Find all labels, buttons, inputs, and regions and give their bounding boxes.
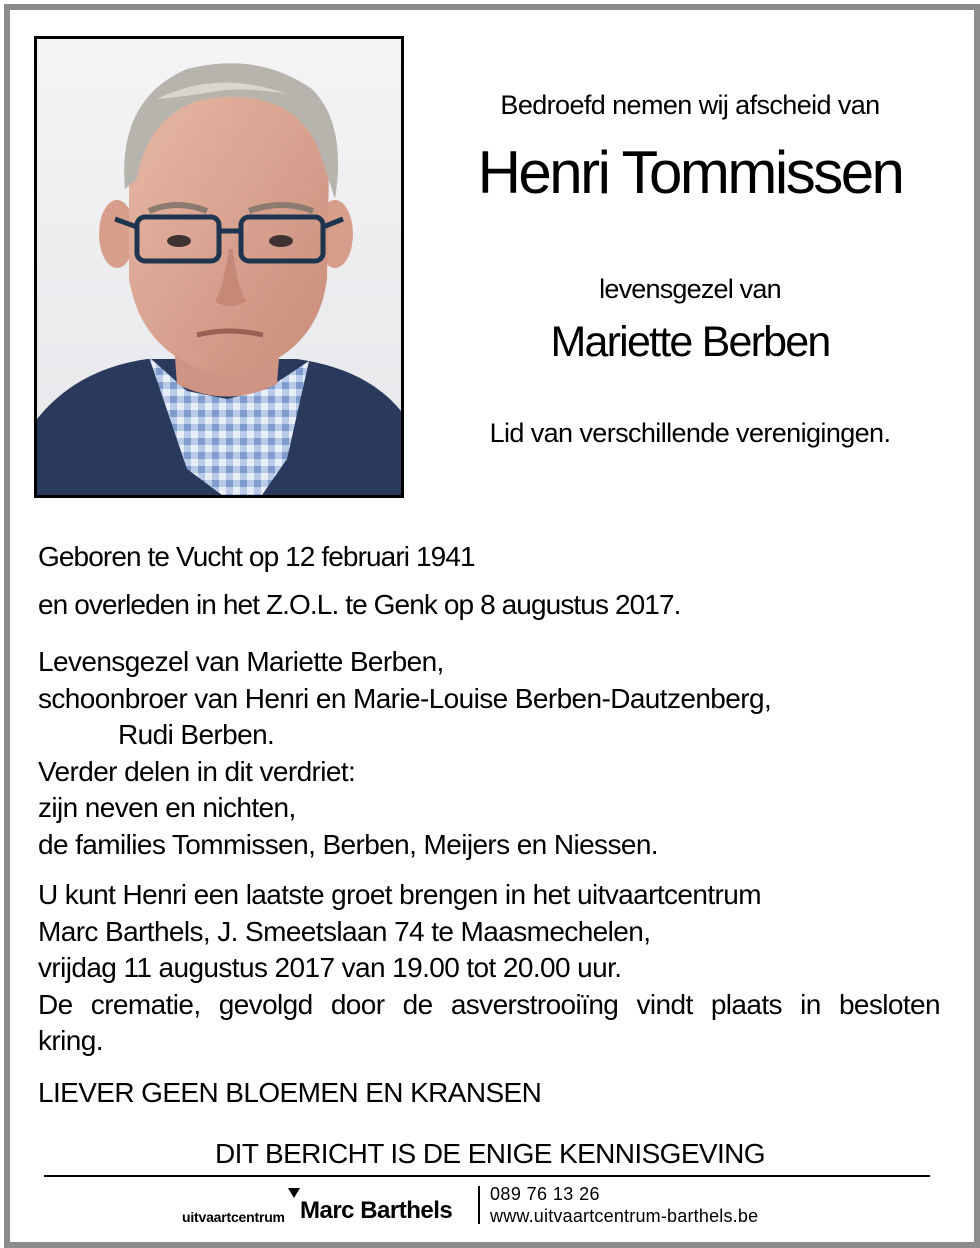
official-notice: DIT BERICHT IS DE ENIGE KENNISGEVING xyxy=(215,1138,765,1169)
family-line: Verder delen in dit verdriet: xyxy=(38,755,356,787)
partner-name: Mariette Berben xyxy=(550,318,830,366)
birth-line: Geboren te Vucht op 12 februari 1941 xyxy=(38,541,475,572)
family-line: zijn neven en nichten, xyxy=(38,792,296,823)
footer-phone: 089 76 13 26 xyxy=(490,1184,600,1204)
portrait-illustration xyxy=(37,39,401,495)
logo-small-text: uitvaartcentrum xyxy=(182,1209,285,1225)
intro-text: Bedroefd nemen wij afscheid van xyxy=(500,90,880,120)
visit-line: De crematie, gevolgd door de asverstrooiïng vindt plaats in besloten xyxy=(38,988,940,1020)
footer-website: www.uitvaartcentrum-barthels.be xyxy=(490,1206,759,1226)
footer-divider xyxy=(44,1175,930,1177)
family-line: Rudi Berben. xyxy=(118,719,275,750)
family-line: de families Tommissen, Berben, Meijers en Niessen. xyxy=(38,828,658,860)
footer-separator xyxy=(478,1186,480,1224)
family-line: Levensgezel van Mariette Berben, xyxy=(38,646,444,677)
visit-line: U kunt Henri een laatste groet brengen in het uitvaartcentrum xyxy=(38,879,761,910)
logo-company-name: Marc Barthels xyxy=(300,1197,453,1224)
life-dates xyxy=(38,533,681,629)
visit-line: kring. xyxy=(38,1025,103,1056)
deceased-name: Henri Tommissen xyxy=(477,139,903,206)
footer xyxy=(0,1180,980,1230)
partner-intro: levensgezel van xyxy=(599,274,781,304)
visitation-block xyxy=(38,877,940,1060)
visit-line: vrijdag 11 augustus 2017 van 19.00 tot 20.00 uur. xyxy=(38,952,622,983)
visit-line: Marc Barthels, J. Smeetslaan 74 te Maasmechelen, xyxy=(38,915,651,947)
membership-text: Lid van verschillende verenigingen. xyxy=(489,418,891,448)
no-flowers-notice: LIEVER GEEN BLOEMEN EN KRANSEN xyxy=(38,1077,542,1108)
portrait-photo xyxy=(34,36,404,498)
family-line: schoonbroer van Henri en Marie-Louise Berben-Dautzenberg, xyxy=(38,682,772,714)
logo-triangle-icon xyxy=(288,1188,300,1198)
death-line: en overleden in het Z.O.L. te Genk op 8 augustus 2017. xyxy=(38,589,681,620)
family-block xyxy=(38,644,771,863)
